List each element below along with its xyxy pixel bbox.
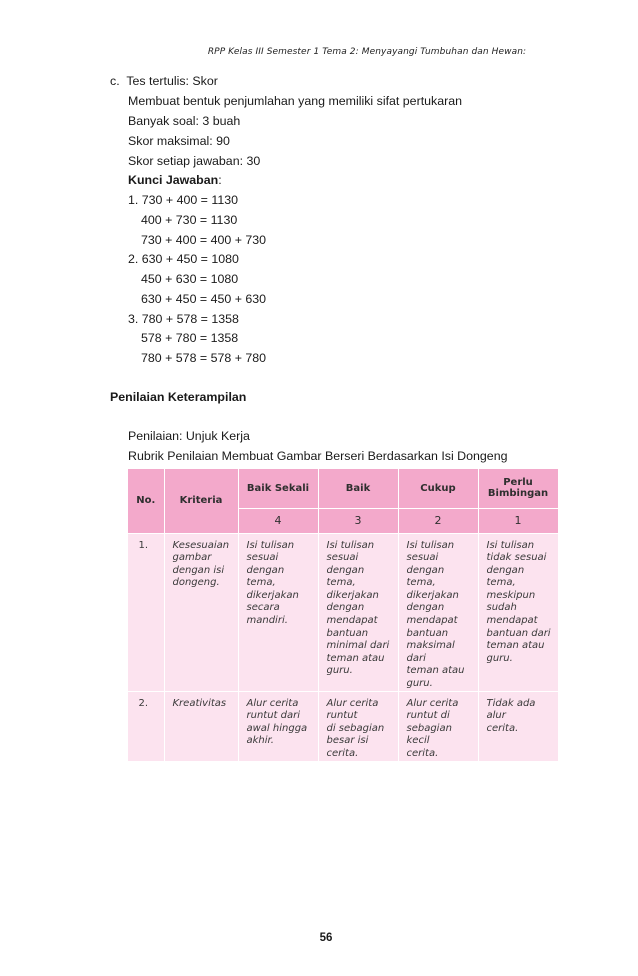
descriptor-line: sesuai — [406, 552, 439, 564]
descriptor-cell — [478, 691, 558, 761]
answer-line: 780 + 578 = 578 + 780 — [141, 351, 267, 365]
rubric-table-container — [128, 469, 558, 759]
descriptor-line: awal hingga — [246, 722, 308, 734]
descriptor-cell — [238, 533, 318, 691]
answer-key-colon: : — [218, 173, 222, 187]
section-heading: Penilaian Keterampilan — [110, 390, 247, 404]
running-header: RPP Kelas III Semester 1 Tema 2: Menyayangi Tumbuhan dan Hewan: — [207, 47, 527, 57]
descriptor-cell — [318, 533, 398, 691]
descriptor-line: dengan — [326, 602, 365, 614]
descriptor-cell — [318, 691, 398, 761]
answer-line: 630 + 450 = 450 + 630 — [141, 292, 267, 306]
answer-key-label — [128, 173, 222, 188]
descriptor-line: akhir. — [246, 735, 274, 747]
descriptor-line: bantuan dari — [486, 627, 551, 639]
descriptor-line: dengan — [406, 602, 445, 614]
descriptor-line: Tidak ada alur — [486, 697, 536, 722]
criteria-cell — [164, 691, 238, 761]
section-c-line: Skor setiap jawaban: 30 — [128, 154, 261, 168]
rubric-table — [128, 469, 559, 762]
col-header-level — [478, 469, 558, 508]
section-c-line: Skor maksimal: 90 — [128, 134, 230, 148]
descriptor-line: Alur cerita — [406, 697, 459, 709]
descriptor-line: runtut di — [406, 710, 450, 722]
answer-line: 400 + 730 = 1130 — [141, 213, 238, 227]
descriptor-cell — [478, 533, 558, 691]
descriptor-cell — [238, 691, 318, 761]
descriptor-line: dengan tema, — [246, 564, 285, 589]
rubric-table-body — [128, 533, 558, 761]
descriptor-line: teman atau — [406, 665, 465, 677]
assessment-type: Penilaian: Unjuk Kerja — [128, 429, 250, 443]
descriptor-line: besar isi — [326, 735, 369, 747]
criteria-line: Kreativitas — [172, 697, 227, 709]
score-header: 1 — [478, 508, 558, 533]
table-row — [128, 533, 558, 691]
descriptor-line: maksimal dari — [406, 640, 455, 664]
answer-line: 730 + 400 = 400 + 730 — [141, 233, 267, 247]
descriptor-line: guru. — [406, 678, 433, 690]
descriptor-line: di sebagian — [326, 722, 385, 734]
descriptor-cell — [398, 691, 478, 761]
col-header-criteria: Kriteria — [164, 469, 238, 533]
descriptor-line: mandiri. — [246, 615, 288, 627]
score-header: 3 — [318, 508, 398, 533]
col-header-level-line: Perlu — [503, 477, 533, 489]
descriptor-line: guru. — [486, 652, 513, 664]
answer-key-label-text: Kunci Jawaban — [128, 173, 219, 187]
rubric-title: Rubrik Penilaian Membuat Gambar Berseri Berdasarkan Isi Dongeng — [128, 449, 508, 463]
descriptor-line: cerita. — [326, 748, 359, 759]
answer-line: 578 + 780 = 1358 — [141, 331, 239, 345]
descriptor-line: mendapat — [406, 615, 458, 627]
score-header: 2 — [398, 508, 478, 533]
descriptor-line: runtut — [326, 710, 358, 722]
descriptor-line: teman atau — [486, 640, 545, 652]
descriptor-line: cerita. — [486, 722, 519, 734]
row-number: 1. — [128, 533, 164, 691]
descriptor-cell — [398, 533, 478, 691]
descriptor-line: dengan tema, — [406, 564, 445, 589]
descriptor-line: dikerjakan — [406, 589, 459, 601]
descriptor-line: runtut dari — [246, 710, 301, 722]
criteria-line: Kesesuaian — [172, 539, 230, 551]
col-header-no: No. — [128, 469, 164, 533]
descriptor-line: Isi tulisan — [486, 539, 535, 551]
descriptor-line: sudah — [486, 602, 517, 614]
descriptor-line: dikerjakan — [326, 589, 379, 601]
table-row — [128, 691, 558, 761]
descriptor-line: guru. — [326, 665, 353, 677]
descriptor-line: sebagian kecil — [406, 722, 452, 747]
descriptor-line: Alur cerita — [326, 697, 379, 709]
section-c-title-text: Tes tertulis: Skor — [126, 74, 218, 88]
page-number: 56 — [319, 932, 333, 944]
section-c-marker: c. — [110, 74, 120, 88]
descriptor-line: bantuan — [406, 627, 449, 639]
score-header: 4 — [238, 508, 318, 533]
col-header-level-line: Bimbingan — [487, 488, 549, 500]
descriptor-line: mendapat — [326, 615, 378, 627]
col-header-level: Cukup — [398, 469, 478, 508]
descriptor-line: minimal dari — [326, 640, 390, 652]
descriptor-line: sesuai — [326, 552, 359, 564]
descriptor-line: dengan tema, — [326, 564, 365, 589]
criteria-line: gambar — [172, 552, 212, 564]
descriptor-line: dengan tema, — [486, 564, 525, 589]
descriptor-line: Isi tulisan — [246, 539, 295, 551]
descriptor-line: cerita. — [406, 748, 439, 759]
criteria-line: dengan isi — [172, 564, 225, 576]
col-header-level: Baik — [318, 469, 398, 508]
descriptor-line: sesuai — [246, 552, 279, 564]
descriptor-line: Isi tulisan — [406, 539, 455, 551]
answer-line: 3. 780 + 578 = 1358 — [128, 312, 239, 326]
answer-line: 1. 730 + 400 = 1130 — [128, 193, 239, 207]
descriptor-line: dikerjakan — [246, 589, 299, 601]
answer-line: 2. 630 + 450 = 1080 — [128, 252, 239, 266]
criteria-line: dongeng. — [172, 577, 220, 589]
descriptor-line: bantuan — [326, 627, 369, 639]
section-c-line: Membuat bentuk penjumlahan yang memiliki sifat pertukaran — [128, 94, 463, 108]
row-number: 2. — [128, 691, 164, 761]
criteria-cell — [164, 533, 238, 691]
answer-line: 450 + 630 = 1080 — [141, 272, 239, 286]
section-c-line: Banyak soal: 3 buah — [128, 114, 241, 128]
descriptor-line: Alur cerita — [246, 697, 299, 709]
descriptor-line: secara — [246, 602, 280, 614]
descriptor-line: mendapat — [486, 615, 538, 627]
descriptor-line: teman atau — [326, 652, 385, 664]
descriptor-line: tidak sesuai — [486, 552, 547, 564]
col-header-level: Baik Sekali — [238, 469, 318, 508]
section-c-title — [110, 74, 218, 89]
descriptor-line: Isi tulisan — [326, 539, 375, 551]
descriptor-line: meskipun — [486, 589, 536, 601]
